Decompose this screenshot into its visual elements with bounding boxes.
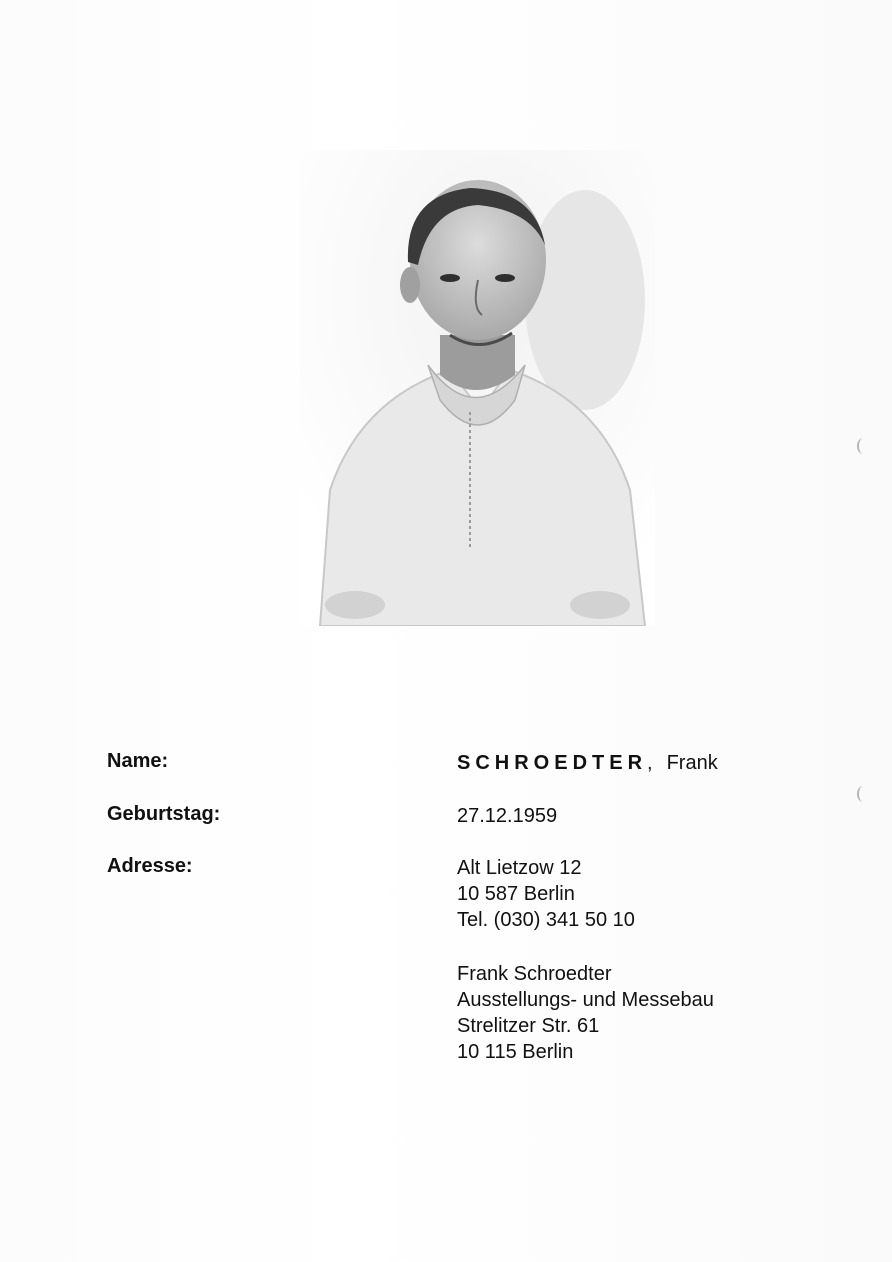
surname: SCHROEDTER: [457, 752, 648, 774]
name-value: [457, 750, 718, 776]
given-name: Frank: [666, 752, 718, 774]
birthday-value: 27.12.1959: [457, 805, 558, 827]
portrait-photo-icon: [300, 150, 655, 626]
punch-hole-mark: [857, 438, 869, 454]
punch-hole-mark: [857, 786, 869, 802]
name-label: Name:: [107, 750, 169, 772]
birthday-label: Geburtstag:: [107, 803, 221, 825]
address-line: 10 587 Berlin: [457, 883, 575, 905]
name-separator: ,: [647, 752, 653, 774]
phone-line: Tel. (030) 341 50 10: [457, 909, 635, 931]
business-type: Ausstellungs- und Messebau: [457, 989, 714, 1011]
home-address: [457, 855, 635, 933]
address-line: Alt Lietzow 12: [457, 857, 582, 879]
business-city: 10 115 Berlin: [457, 1041, 574, 1063]
business-name: Frank Schroedter: [457, 963, 612, 985]
business-address: [457, 961, 714, 1065]
address-label: Adresse:: [107, 855, 193, 877]
business-street: Strelitzer Str. 61: [457, 1015, 600, 1037]
portrait-photo: [300, 150, 655, 626]
